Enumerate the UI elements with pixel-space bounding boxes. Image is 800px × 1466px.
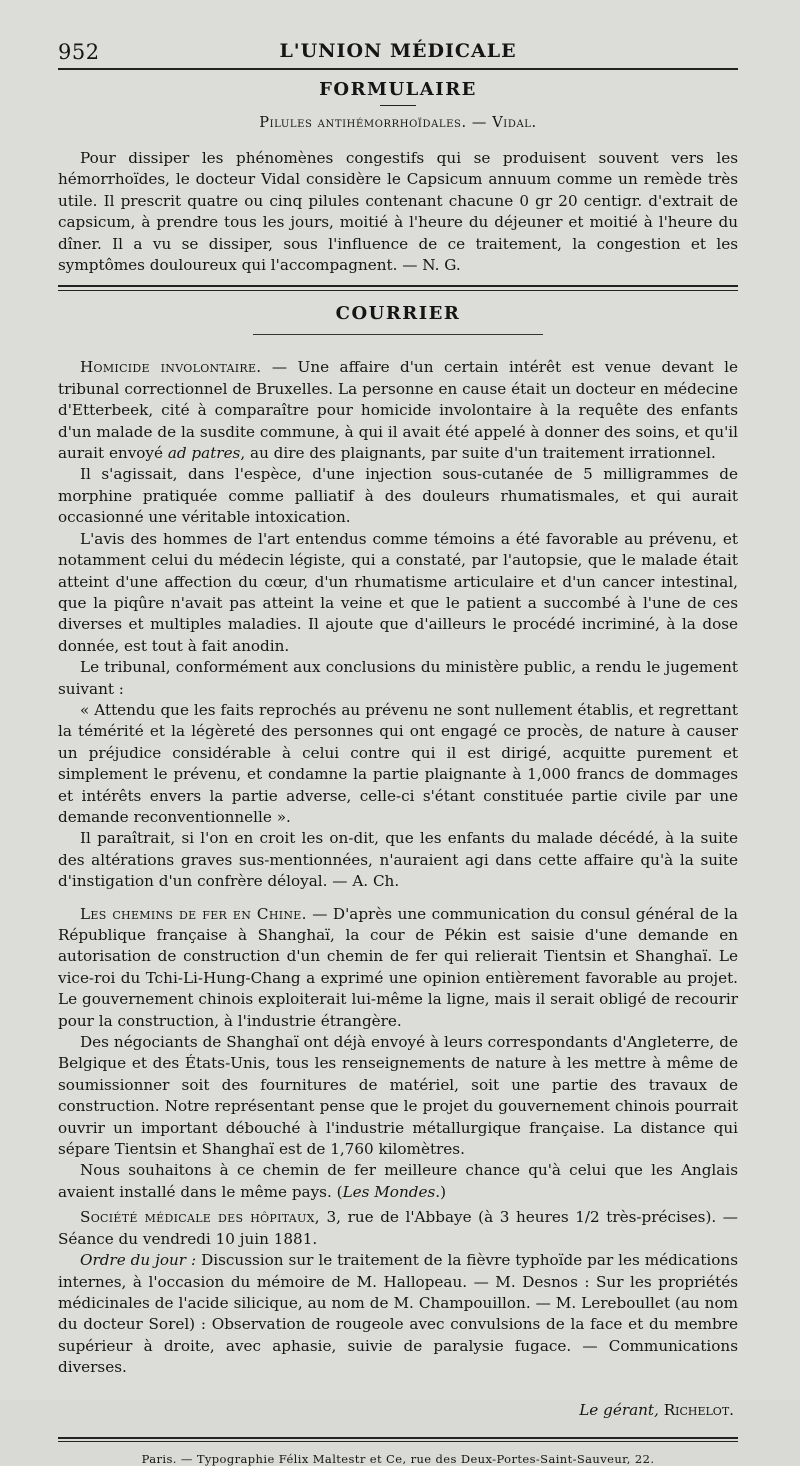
courrier-title-rule	[253, 334, 543, 335]
homicide-paragraph-6: Il paraîtrait, si l'on en croit les on-dit, que les enfants du malade décédé, à la suite des altérations graves sus-mentionnées, n'auraient agi dans cette affaire qu'à la suite d'instigation d'un confrère déloyal. — A. Ch.	[58, 829, 738, 891]
courrier-body	[58, 357, 738, 1378]
signoff-name: Richelot.	[663, 1400, 734, 1419]
formulaire-subtitle: Pilules antihémorrhoïdales. — Vidal.	[259, 115, 537, 131]
homicide-p1-italic: ad patres	[167, 444, 241, 463]
chine-p3-end: .)	[435, 1182, 447, 1201]
chine-paragraph-1	[58, 904, 738, 1032]
societe-p1-text: 3, rue de l'Abbaye (à 3 heures 1/2 très-précises). — Séance du vendredi 10 juin 1881.	[58, 1208, 738, 1248]
chine-p3-italic: Les Mondes	[342, 1182, 436, 1201]
societe-p2-text: Discussion sur le traitement de la fièvre typhoïde par les médications internes, à l'occasion du mémoire de M. Hallopeau. — M. Desnos : Sur les propriétés médicinales de l'acide silicique, au nom de M. Champouillon. — M. Lereboullet (au nom du docteur Sorel) : Observation de rougeole avec convulsions de la face et du membre supérieur à droite, avec aphasie, suivie de paralysie fugace. — Communications diverses.	[58, 1251, 738, 1377]
homicide-paragraph-1	[58, 357, 738, 464]
societe-paragraph-2	[58, 1250, 738, 1378]
homicide-p1-end: , au dire des plaignants, par suite d'un traitement irrationnel.	[240, 444, 716, 463]
homicide-paragraph-4: Le tribunal, conformément aux conclusions du ministère public, a rendu le jugement suivant :	[58, 658, 738, 698]
journal-title: L'UNION MÉDICALE	[279, 40, 517, 62]
section-divider	[58, 285, 738, 287]
societe-paragraph-1	[58, 1207, 738, 1250]
homicide-lead: Homicide involontaire.	[80, 358, 262, 377]
formulaire-title-rule	[380, 105, 416, 106]
homicide-p1-text: — Une affaire d'un certain intérêt est venue devant le tribunal correctionnel de Bruxelles. La personne en cause était un docteur en médecine d'Etterbeek, cité à comparaître pour homicide involontaire à la requête des enfants d'un malade de la susdite commune, à qui il avait été appelé à donner des soins, et qu'il aurait envoyé	[58, 358, 738, 463]
section-divider-thin	[58, 290, 738, 291]
printer-imprint: Paris. — Typographie Félix Maltestr et Ce, rue des Deux-Portes-Saint-Sauveur, 22.	[141, 1451, 655, 1466]
societe-lead: Société médicale des hôpitaux,	[80, 1208, 320, 1227]
chine-lead: Les chemins de fer en Chine.	[80, 904, 307, 923]
courrier-title: COURRIER	[335, 303, 461, 325]
footer-rule-thin	[58, 1441, 738, 1442]
header-rule	[58, 68, 738, 70]
footer-rule	[58, 1437, 738, 1439]
chine-paragraph-2: Des négociants de Shanghaï ont déjà envoyé à leurs correspondants d'Angleterre, de Belgique et des États-Unis, tous les renseignements de nature à les mettre à même de soumissionner soit des fournitures de matériel, soit une partie des travaux de construction. Notre représentant pense que le projet du gouvernement chinois pourrait ouvrir un important débouché à l'industrie métallurgique française. La distance qui sépare Tientsin et Shanghaï est de 1,760 kilomètres.	[58, 1033, 738, 1159]
homicide-paragraph-3: L'avis des hommes de l'art entendus comme témoins a été favorable au prévenu, et notamment celui du médecin légiste, qui a constaté, par l'autopsie, que le malade était atteint d'une affection du cœur, d'un rhumatisme articulaire et d'un cancer intestinal, que la piqûre n'avait pas atteint la veine et que le patient a succombé à l'une de ces diverses et multiples maladies. Il ajoute que d'ailleurs le procédé incriminé, à la dose donnée, est tout à fait anodin.	[58, 529, 738, 655]
homicide-judgment-quote: « Attendu que les faits reprochés au prévenu ne sont nullement établis, et regrettant la témérité et la légèreté des personnes qui ont engagé ce procès, de nature à causer un préjudice considérable à celui contre qui il est dirigé, acquitte purement et simplement le prévenu, et condamne la partie plaignante à 1,000 francs de dommages et intérêts envers la partie adverse, celle-ci s'étant constituée partie civile par une demande reconventionnelle ».	[58, 700, 738, 826]
chine-p3-text: Nous souhaitons à ce chemin de fer meilleure chance qu'à celui que les Anglais avaient installé dans le même pays. (	[58, 1161, 738, 1201]
formulaire-title: FORMULAIRE	[319, 79, 477, 100]
formulaire-paragraph: Pour dissiper les phénomènes congestifs qui se produisent souvent vers les hémorrhoïdes, le docteur Vidal considère le Capsicum annuum comme un remède très utile. Il prescrit quatre ou cinq pilules contenant chacune 0 gr 20 centigr. d'extrait de capsicum, à prendre tous les jours, moitié à l'heure du déjeuner et moitié à l'heure du dîner. Il a vu se dissiper, sous l'influence de ce traitement, la congestion et les symptômes douloureux qui l'accompagnent. — N. G.	[58, 149, 738, 275]
signoff	[58, 1401, 738, 1419]
homicide-paragraph-2: Il s'agissait, dans l'espèce, d'une injection sous-cutanée de 5 milligrammes de morphine pratiquée comme palliatif à des douleurs rhumatismales, et qui aurait occasionné une véritable intoxication.	[58, 465, 738, 527]
societe-p2-italic: Ordre du jour :	[80, 1251, 197, 1270]
chine-paragraph-3	[58, 1160, 738, 1203]
chine-p1-text: — D'après une communication du consul général de la République française à Shanghaï, la cour de Pékin est saisie d'une demande en autorisation de construction d'un chemin de fer qui relierait Tientsin et Shanghaï. Le vice-roi du Tchi-Li-Hung-Chang a exprimé une opinion entièrement favorable au projet. Le gouvernement chinois exploiterait lui-même la ligne, mais il serait obligé de recourir pour la construction, à l'industrie étrangère.	[58, 904, 738, 1030]
page-number: 952	[58, 40, 100, 64]
running-head	[58, 34, 738, 64]
signoff-label: Le gérant,	[579, 1400, 659, 1419]
